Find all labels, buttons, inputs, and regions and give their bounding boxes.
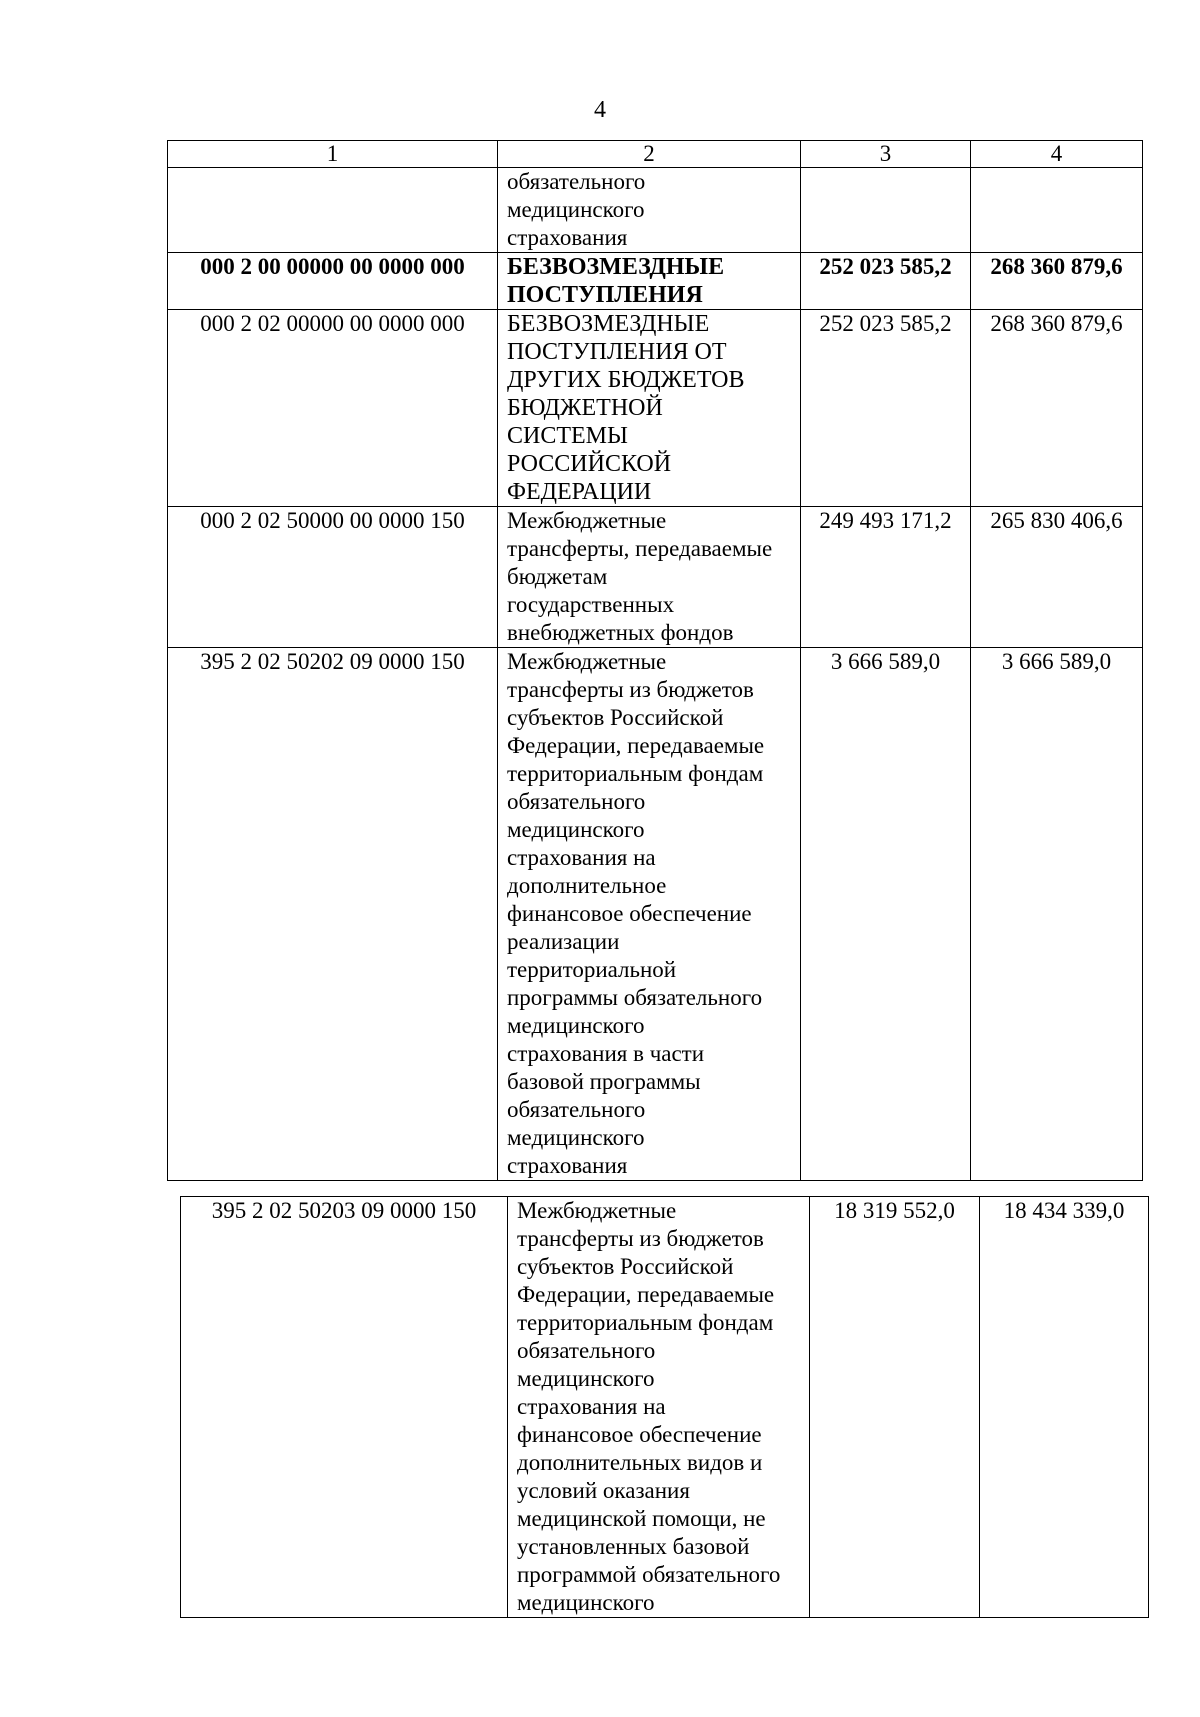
name-line: Федерации, передаваемые: [507, 733, 765, 758]
header-row: [168, 141, 1143, 168]
name-line: медицинской помощи, не: [517, 1506, 766, 1531]
name-line: страхования: [507, 225, 628, 250]
name-line: территориальным фондам: [517, 1310, 774, 1335]
row-value-col4: 18 434 339,0: [980, 1197, 1149, 1618]
name-line: трансферты, передаваемые: [507, 536, 773, 561]
name-line: финансовое обеспечение: [507, 901, 752, 926]
budget-table-bottom: [180, 1196, 1149, 1618]
name-line: условий оказания: [517, 1478, 690, 1503]
name-line: территориальной: [507, 957, 677, 982]
name-line: внебюджетных фондов: [507, 620, 734, 645]
name-line: ПОСТУПЛЕНИЯ ОТ: [507, 339, 727, 365]
name-line: программы обязательного: [507, 985, 763, 1010]
row-name: [498, 168, 801, 253]
name-line: ДРУГИХ БЮДЖЕТОВ: [507, 367, 745, 393]
name-line: установленных базовой: [517, 1534, 750, 1559]
name-line: бюджетам: [507, 564, 608, 589]
row-value-col4: 268 360 879,6: [971, 310, 1143, 507]
header-col-3: 3: [801, 141, 971, 168]
name-line: медицинского: [507, 1125, 645, 1150]
name-line: ФЕДЕРАЦИИ: [507, 479, 652, 505]
name-line: медицинского: [517, 1366, 655, 1391]
row-value-col3: 249 493 171,2: [801, 507, 971, 648]
name-line: базовой программы: [507, 1069, 701, 1094]
name-line: Межбюджетные: [517, 1198, 677, 1223]
name-line: БЮДЖЕТНОЙ: [507, 395, 663, 421]
row-value-col3: [801, 168, 971, 253]
row-code: 395 2 02 50203 09 0000 150: [181, 1197, 508, 1618]
row-value-col4: 268 360 879,6: [971, 253, 1143, 310]
table-row: [168, 168, 1143, 253]
row-name: [498, 648, 801, 1181]
name-line: медицинского: [507, 1013, 645, 1038]
table-row: [181, 1197, 1149, 1618]
name-line: Межбюджетные: [507, 649, 667, 674]
page-number: 4: [594, 97, 606, 123]
header-col-4: 4: [971, 141, 1143, 168]
name-line: дополнительных видов и: [517, 1450, 763, 1475]
name-line: Межбюджетные: [507, 508, 667, 533]
name-line: территориальным фондам: [507, 761, 764, 786]
table-row: [168, 507, 1143, 648]
name-line: реализации: [507, 929, 620, 954]
name-line: обязательного: [507, 1097, 646, 1122]
table-row: [168, 648, 1143, 1181]
name-line: страхования на: [507, 845, 656, 870]
row-value-col4: 265 830 406,6: [971, 507, 1143, 648]
name-line: обязательного: [517, 1338, 656, 1363]
name-line: медицинского: [507, 817, 645, 842]
row-name: [498, 310, 801, 507]
name-line: БЕЗВОЗМЕЗДНЫЕ: [507, 311, 710, 337]
budget-table-top: [167, 140, 1143, 1181]
name-line: программой обязательного: [517, 1562, 781, 1587]
row-value-col3: 252 023 585,2: [801, 253, 971, 310]
name-line: Федерации, передаваемые: [517, 1282, 775, 1307]
name-line: трансферты из бюджетов: [507, 677, 754, 702]
name-line: обязательного: [507, 789, 646, 814]
header-col-2: 2: [498, 141, 801, 168]
name-line: государственных: [507, 592, 675, 617]
name-line: обязательного: [507, 169, 646, 194]
row-code: [168, 168, 498, 253]
name-line: финансовое обеспечение: [517, 1422, 762, 1447]
header-col-1: 1: [168, 141, 498, 168]
row-value-col3: 3 666 589,0: [801, 648, 971, 1181]
row-name: [498, 507, 801, 648]
name-line: РОССИЙСКОЙ: [507, 451, 672, 477]
row-code: 395 2 02 50202 09 0000 150: [168, 648, 498, 1181]
row-code: 000 2 02 00000 00 0000 000: [168, 310, 498, 507]
name-line: субъектов Российской: [517, 1254, 734, 1279]
name-line: ПОСТУПЛЕНИЯ: [507, 282, 703, 308]
name-line: дополнительное: [507, 873, 667, 898]
name-line: страхования: [507, 1153, 628, 1178]
row-code: 000 2 02 50000 00 0000 150: [168, 507, 498, 648]
name-line: страхования на: [517, 1394, 666, 1419]
name-line: субъектов Российской: [507, 705, 724, 730]
name-line: трансферты из бюджетов: [517, 1226, 764, 1251]
row-value-col3: 18 319 552,0: [810, 1197, 980, 1618]
row-code: 000 2 00 00000 00 0000 000: [168, 253, 498, 310]
name-line: страхования в части: [507, 1041, 705, 1066]
row-value-col3: 252 023 585,2: [801, 310, 971, 507]
row-name: [508, 1197, 810, 1618]
table-row: [168, 310, 1143, 507]
name-line: БЕЗВОЗМЕЗДНЫЕ: [507, 254, 725, 280]
row-value-col4: 3 666 589,0: [971, 648, 1143, 1181]
name-line: медицинского: [517, 1590, 655, 1615]
name-line: медицинского: [507, 197, 645, 222]
row-name: [498, 253, 801, 310]
name-line: СИСТЕМЫ: [507, 423, 628, 449]
table-row: [168, 253, 1143, 310]
row-value-col4: [971, 168, 1143, 253]
